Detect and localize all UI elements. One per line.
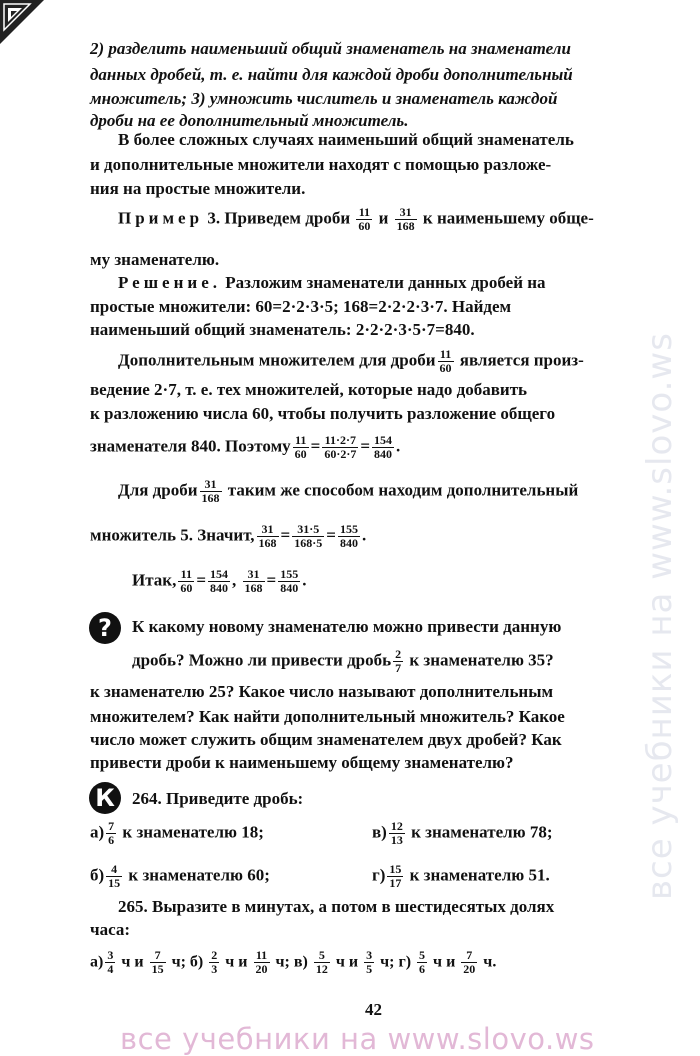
text-line: множителем? Как найти дополнительный множитель? Какое	[90, 707, 565, 726]
k-badge-icon: К	[89, 782, 121, 814]
text-line: и дополнительные множители находят с помощью разложе-	[90, 155, 552, 174]
text-line: множитель 5. Значит, $\frac{31}{168}$ = $\frac{31\cdot 5}{168\cdot 5}$ = $\frac{155}{840}$ .	[90, 522, 367, 551]
text-line: Итак, $\frac{11}{60}$ = $\frac{154}{840}$ , $\frac{31}{168}$ = $\frac{155}{840}$ .	[132, 567, 307, 596]
text-line: ния на простые множители.	[90, 179, 306, 198]
fraction: $\frac{31}{168}$	[201, 477, 220, 506]
text-line: му знаменателю.	[90, 250, 220, 269]
fraction: $\frac{5}{6}$	[419, 948, 426, 977]
text-line: Для дроби $\frac{31}{168}$ таким же способом находим дополнительный	[118, 477, 579, 506]
text-line: к разложению числа 60, чтобы получить разложение общего	[90, 404, 556, 423]
fraction: $\frac{2}{3}$	[211, 948, 218, 977]
solution-heading: Решение. Разложим знаменатели данных дробей на	[118, 273, 546, 292]
exercise-heading: 265. Выразите в минутах, а потом в шестидесятых долях	[118, 897, 555, 916]
text-line: дроби на ее дополнительный множитель.	[90, 111, 409, 130]
fraction: $\frac{2}{7}$	[395, 647, 402, 676]
bottom-watermark: все учебники на www.slovo.ws	[120, 1022, 595, 1056]
fraction: $\frac{154}{840}$	[210, 567, 229, 596]
fraction: $\frac{154}{840}$	[374, 433, 393, 462]
page-number: 42	[365, 1000, 382, 1019]
example-heading: Пример 3. Приведем дроби $\frac{11}{60}$ и $\frac{31}{168}$ к наименьшему обще-	[118, 205, 594, 234]
exercise-item: а) $\frac{7}{6}$ к знаменателю 18;	[90, 819, 264, 848]
fraction: $\frac{3}{4}$	[107, 948, 114, 977]
fraction: $\frac{7}{15}$	[151, 948, 164, 977]
text-line: дробь? Можно ли привести дробь $\frac{2}{7}$ к знаменателю 35?	[132, 647, 554, 676]
text-line: знаменателя 840. Поэтому $\frac{11}{60}$ = $\frac{11\cdot 2\cdot 7}{60\cdot 2\cdot 7}$ = $\frac{154}{840}$ .	[90, 433, 401, 462]
fraction: $\frac{4}{15}$	[108, 862, 121, 891]
text-line: В более сложных случаях наименьший общий знаменатель	[118, 130, 574, 149]
fraction: $\frac{31}{168}$	[396, 205, 415, 234]
text-line: ведение 2·7, т. е. тех множителей, которые надо добавить	[90, 380, 528, 399]
corner-ornament-icon	[0, 0, 44, 44]
exercise-item: а) $\frac{3}{4}$ ч и $\frac{7}{15}$ ч; б) $\frac{2}{3}$ ч и $\frac{11}{20}$ ч; в) $\frac{5}{12}$ ч и $\frac{3}{5}$ ч; г) $\frac{5}{6}$ ч и $\frac{7}{20}$ ч.	[90, 948, 497, 977]
fraction: $\frac{11}{60}$	[358, 205, 371, 234]
text-line: К какому новому знаменателю можно привести данную	[132, 617, 562, 636]
text-line: множитель; 3) умножить числитель и знаменатель каждой	[90, 89, 558, 108]
fraction: $\frac{11\cdot 2\cdot 7}{60\cdot 2\cdot 7}$	[324, 433, 357, 462]
text-line: число может служить общим знаменателем двух дробей? Как	[90, 730, 562, 749]
fraction: $\frac{7}{20}$	[463, 948, 476, 977]
fraction: $\frac{5}{12}$	[315, 948, 328, 977]
exercise-item: г) $\frac{15}{17}$ к знаменателю 51.	[372, 862, 550, 891]
fraction: $\frac{155}{840}$	[339, 522, 358, 551]
fraction: $\frac{11}{60}$	[439, 347, 452, 376]
fraction: $\frac{7}{6}$	[108, 819, 115, 848]
text-line: привести дроби к наименьшему общему знаменателю?	[90, 753, 514, 772]
fraction: $\frac{15}{17}$	[389, 862, 402, 891]
fraction: $\frac{11}{20}$	[255, 948, 268, 977]
question-badge-icon: ?	[89, 612, 121, 644]
fraction: $\frac{31}{168}$	[244, 567, 263, 596]
fraction: $\frac{31}{168}$	[258, 522, 277, 551]
text-line: наименьший общий знаменатель: 2·2·2·3·5·7=840.	[90, 320, 475, 339]
exercise-item: б) $\frac{4}{15}$ к знаменателю 60;	[90, 862, 270, 891]
text-line: Дополнительным множителем для дроби $\frac{11}{60}$ является произ-	[118, 347, 584, 376]
fraction: $\frac{11}{60}$	[180, 567, 193, 596]
side-watermark: все учебники на www.slovo.ws	[640, 332, 680, 900]
exercise-heading: 264. Приведите дробь:	[132, 789, 304, 808]
text-line: простые множители: 60=2·2·3·5; 168=2·2·2·3·7. Найдем	[90, 297, 512, 316]
fraction: $\frac{31\cdot 5}{168\cdot 5}$	[294, 522, 323, 551]
text-line: к знаменателю 25? Какое число называют дополнительным	[90, 682, 554, 701]
fraction: $\frac{155}{840}$	[280, 567, 299, 596]
exercise-item: в) $\frac{12}{13}$ к знаменателю 78;	[372, 819, 553, 848]
fraction: $\frac{3}{5}$	[366, 948, 373, 977]
text-line: данных дробей, т. е. найти для каждой дроби дополнительный	[90, 65, 573, 84]
text-line: 2) разделить наименьший общий знаменатель на знаменатели	[90, 39, 571, 58]
fraction: $\frac{12}{13}$	[390, 819, 403, 848]
text-line: часа:	[90, 920, 131, 939]
fraction: $\frac{11}{60}$	[294, 433, 307, 462]
